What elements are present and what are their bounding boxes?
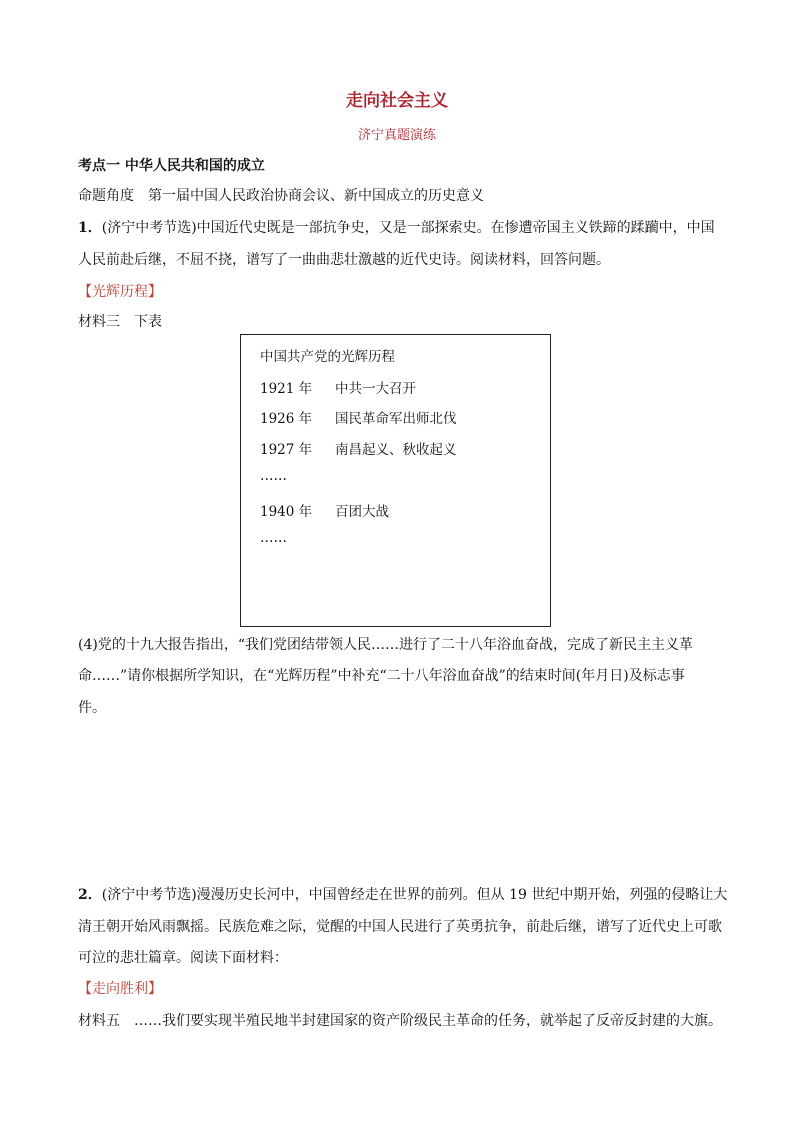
subquestion-4-line-3: 件。 — [78, 700, 106, 716]
table-year: 1921 年 — [260, 381, 313, 397]
table-ellipsis: …… — [260, 530, 287, 546]
answer-space[interactable] — [78, 722, 718, 872]
question-1-text-1: (济宁中考节选)中国近代史既是一部抗争史，又是一部探索史。在惨遭帝国主义铁蹄的蹂躏中，中国 — [101, 220, 715, 236]
table-event: 国民革命军出师北伐 — [335, 411, 457, 427]
table-year: 1940 年 — [260, 504, 313, 520]
question-angle: 命题角度 第一届中国人民政治协商会议、新中国成立的历史意义 — [78, 188, 484, 204]
section-heading: 考点一 中华人民共和国的成立 — [78, 158, 265, 174]
table-event: 南昌起义、秋收起义 — [335, 442, 457, 458]
table-event: 中共一大召开 — [335, 381, 416, 397]
section-tag-guanghui: 【光辉历程】 — [78, 284, 162, 300]
subquestion-4-line-2: 命……”请你根据所学知识，在“光辉历程”中补充“二十八年浴血奋战”的结束时间(年月日)及标志事 — [78, 668, 685, 684]
table-event: 百团大战 — [335, 504, 389, 520]
question-1-number: 1． — [78, 220, 102, 236]
material-5-text: 材料五 ……我们要实现半殖民地半封建国家的资产阶级民主革命的任务，就举起了反帝反封建的大旗。 — [78, 1013, 722, 1029]
question-2-line-2: 清王朝开始风雨飘摇。民族危难之际，觉醒的中国人民进行了英勇抗争，前赴后继，谱写了近代史上可歌 — [78, 919, 722, 935]
question-1-line-2: 人民前赴后继，不屈不挠，谱写了一曲曲悲壮激越的近代史诗。阅读材料，回答问题。 — [78, 252, 610, 268]
material-3-label: 材料三 下表 — [78, 314, 162, 330]
section-tag-zouxiang: 【走向胜利】 — [78, 981, 162, 997]
table-heading: 中国共产党的光辉历程 — [260, 349, 395, 365]
question-1-line-1 — [78, 219, 715, 237]
question-2-number: 2． — [78, 887, 102, 903]
table-year: 1926 年 — [260, 411, 313, 427]
subquestion-4-line-1: (4)党的十九大报告指出，“我们党团结带领人民……进行了二十八年浴血奋战，完成了新民主主义革 — [78, 637, 693, 653]
question-2-line-1 — [78, 886, 727, 904]
page-subtitle: 济宁真题演练 — [357, 128, 436, 143]
table-ellipsis: …… — [260, 468, 287, 484]
question-2-text-1: (济宁中考节选)漫漫历史长河中，中国曾经走在世界的前列。但从 19 世纪中期开始，列强的侵略让大 — [101, 887, 728, 903]
question-2-line-3: 可泣的悲壮篇章。阅读下面材料： — [78, 950, 288, 966]
page-title: 走向社会主义 — [346, 91, 448, 111]
history-table-box — [240, 334, 551, 627]
table-year: 1927 年 — [260, 442, 313, 458]
